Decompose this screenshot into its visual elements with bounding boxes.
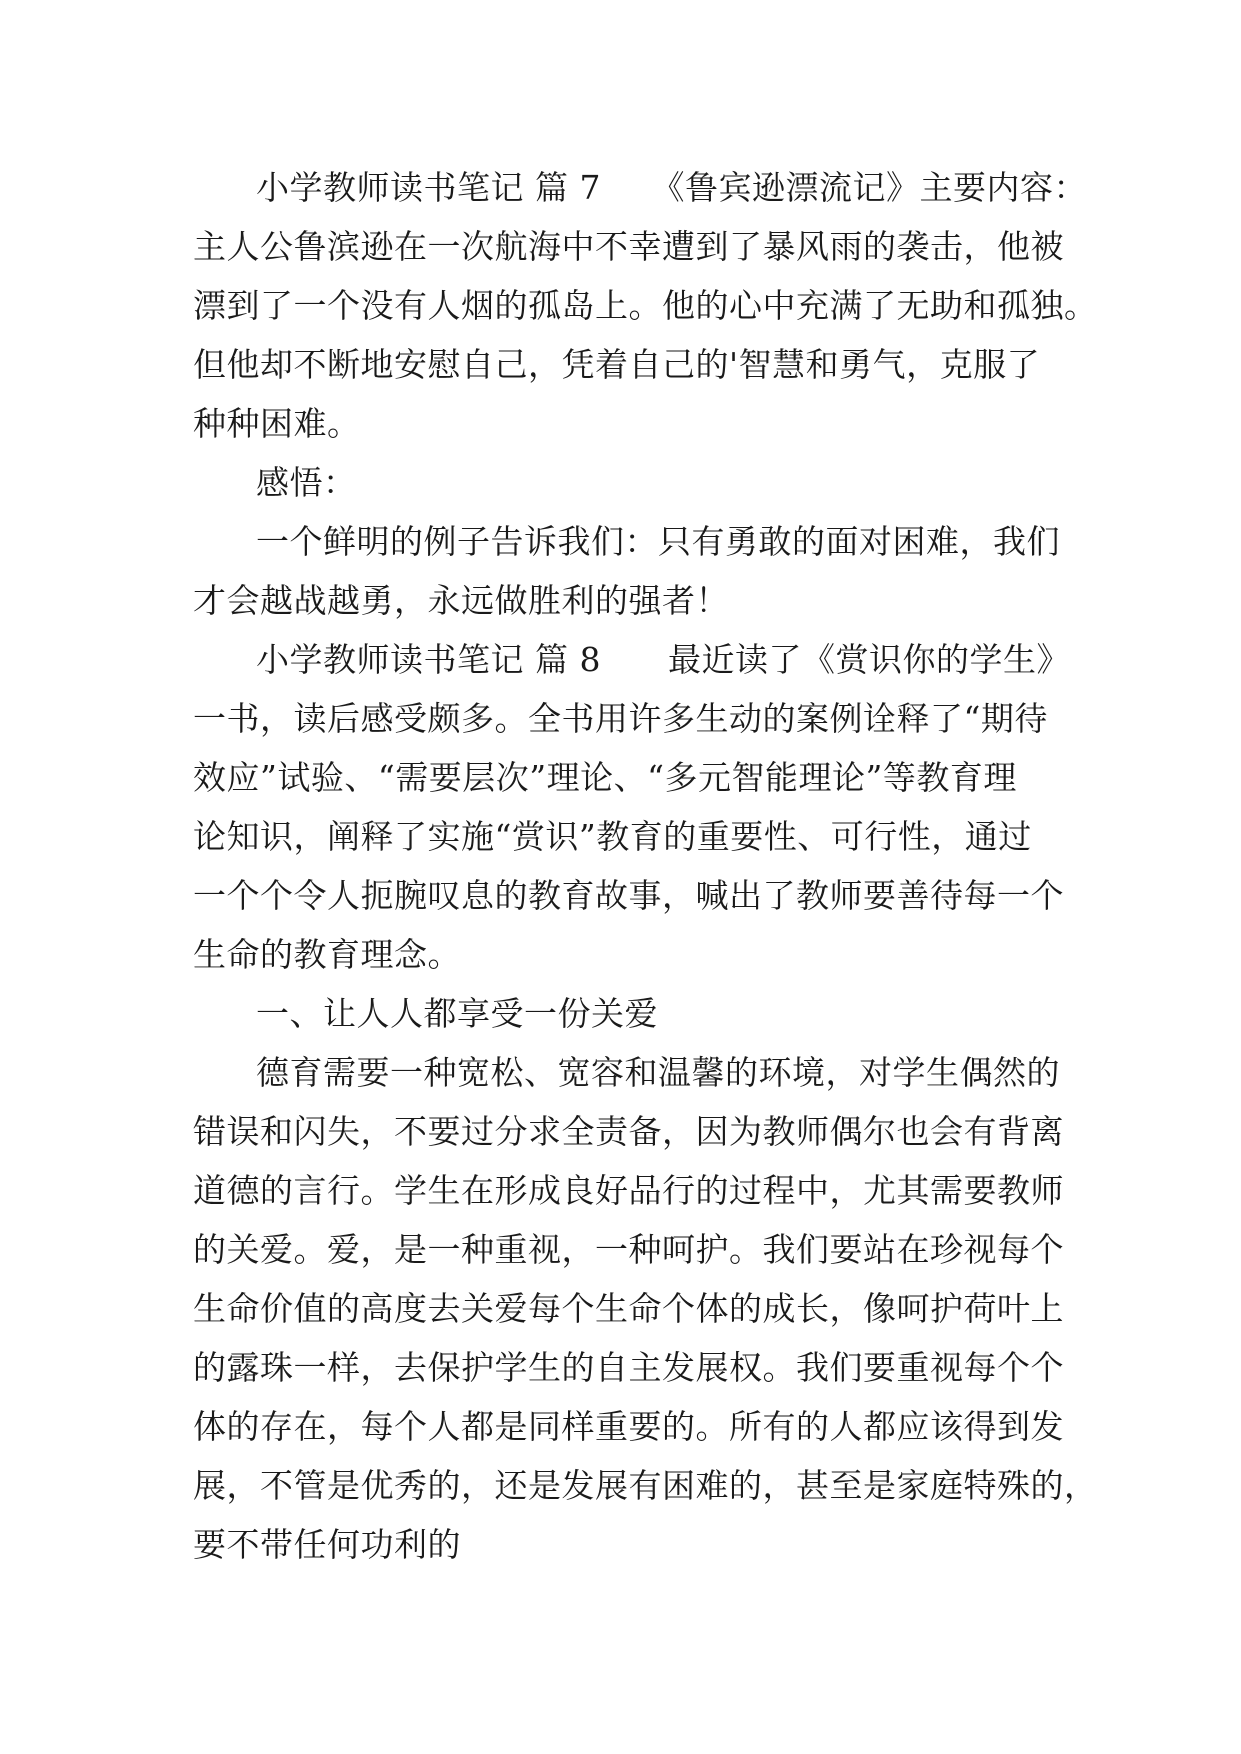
text-line: 一个鲜明的例子告诉我们：只有勇敢的面对困难，我们	[256, 522, 1060, 561]
text-line: 种种困难。	[193, 404, 361, 443]
text-line: 要不带任何功利的	[193, 1525, 461, 1564]
text-line: 道德的言行。学生在形成良好品行的过程中，尤其需要教师	[193, 1171, 1064, 1210]
text-line: 小学教师读书笔记 篇 8 最近读了《赏识你的学生》	[256, 640, 1070, 679]
text-line: 一个个令人扼腕叹息的教育故事，喊出了教师要善待每一个	[193, 876, 1064, 915]
text-line: 效应”试验、“需要层次”理论、“多元智能理论”等教育理	[193, 758, 1017, 797]
text-line: 才会越战越勇，永远做胜利的强者！	[193, 581, 729, 620]
text-line: 但他却不断地安慰自己，凭着自己的'智慧和勇气，克服了	[193, 345, 1041, 384]
text-line: 论知识，阐释了实施“赏识”教育的重要性、可行性，通过	[193, 817, 1032, 856]
text-line: 的关爱。爱，是一种重视，一种呵护。我们要站在珍视每个	[193, 1230, 1064, 1269]
text-line: 感悟：	[256, 463, 357, 502]
text-line: 体的存在，每个人都是同样重要的。所有的人都应该得到发	[193, 1407, 1064, 1446]
text-line: 生命的教育理念。	[193, 935, 461, 974]
text-line: 一书，读后感受颇多。全书用许多生动的案例诠释了“期待	[193, 699, 1048, 738]
text-line: 漂到了一个没有人烟的孤岛上。他的心中充满了无助和孤独。	[193, 286, 1098, 325]
text-line: 主人公鲁滨逊在一次航海中不幸遭到了暴风雨的袭击，他被	[193, 227, 1064, 266]
text-line: 一、让人人都享受一份关爱	[256, 994, 658, 1033]
text-line: 小学教师读书笔记 篇 7 《鲁宾逊漂流记》主要内容：	[256, 168, 1087, 207]
text-line: 错误和闪失，不要过分求全责备，因为教师偶尔也会有背离	[193, 1112, 1064, 1151]
text-line: 展，不管是优秀的，还是发展有困难的，甚至是家庭特殊的，	[193, 1466, 1098, 1505]
text-line: 德育需要一种宽松、宽容和温馨的环境，对学生偶然的	[256, 1053, 1060, 1092]
text-line: 生命价值的高度去关爱每个生命个体的成长，像呵护荷叶上	[193, 1289, 1064, 1328]
text-line: 的露珠一样，去保护学生的自主发展权。我们要重视每个个	[193, 1348, 1064, 1387]
